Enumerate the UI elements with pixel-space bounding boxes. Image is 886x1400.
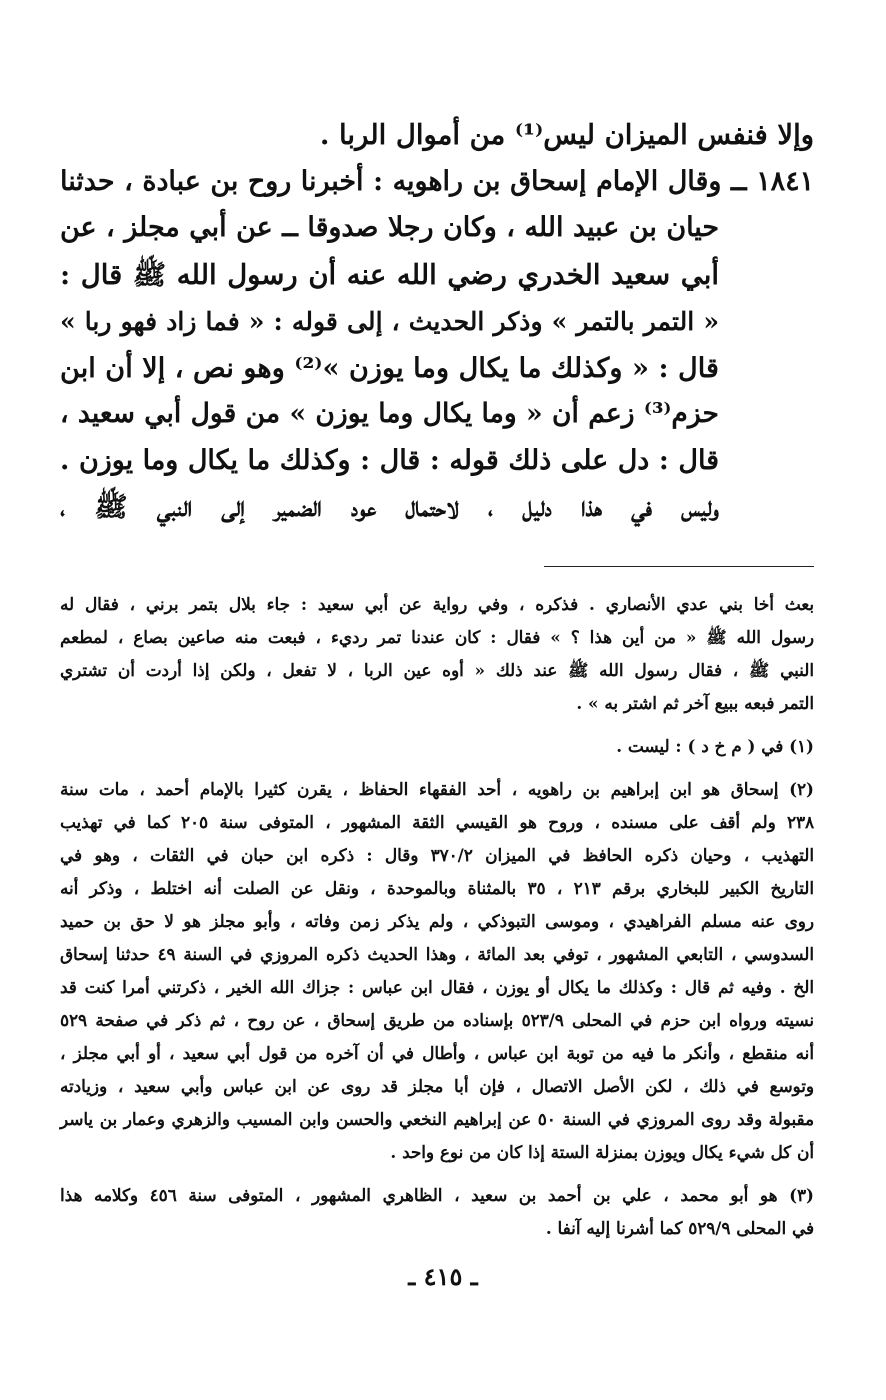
footnote-line: (٢) إسحاق هو ابن إبراهيم بن راهويه ، أحد الفقهاء الحفاظ ، يقرن كثيرا بالإمام أحمد ، مات سنة: [60, 779, 814, 799]
footnote-line: وتوسع في ذلك ، لكن الأصل الاتصال ، فإن أبا مجلز قد روى عن ابن عباس وأبي سعيد ، وزيادته: [60, 1076, 814, 1096]
footnote-3: [60, 1179, 814, 1245]
footnotes: [60, 588, 814, 1255]
footnote-line: في المحلى ٥٢٩/٩ كما أشرنا إليه آنفا .: [545, 1218, 814, 1238]
footnote-line: ٢٣٨ ولم أقف على مسنده ، وروح هو القيسي الثقة المشهور ، المتوفى سنة ٢٠٥ كما في تهذيب: [60, 812, 814, 832]
text-line: حيان بن عبيد الله ، وكان رجلا صدوقا ــ عن أبي مجلز ، عن: [60, 212, 719, 243]
footnote-line: رسول الله ﷺ « من أين هذا ؟ » فقال : كان عندنا تمر رديء ، فبعت منه صاعين بصاع ، لمطعم: [60, 627, 814, 647]
footnote-line: التاريخ الكبير للبخاري برقم ٢١٣ ، ٣٥ بالمثناة وبالموحدة ، ونقل عن الصلت أنه اختلط ، وذكر أنه: [60, 878, 814, 898]
footnote-line: أنه منقطع ، وأنكر ما فيه من توبة ابن عباس ، وأطال في أن آخره من قول أبي سعيد ، أو أبي مجلز ،: [60, 1043, 814, 1063]
footnote-line: الخ . وفيه ثم قال : وكذلك ما يكال أو يوزن ، فقال ابن عباس : جزاك الله الخير ، ذكرتني أمرا كنت قد: [60, 977, 814, 997]
footnote-line: التمر فبعه ببيع آخر ثم اشتر به » .: [576, 693, 814, 713]
footnote-line: النبي ﷺ ، فقال رسول الله ﷺ عند ذلك « أوه عين الربا ، لا تفعل ، ولكن إذا أردت أن تشتري: [60, 660, 814, 680]
text-line: قال : دل على ذلك قوله : قال : وكذلك ما يكال وما يوزن .: [60, 444, 719, 476]
footnote-line: (١) في ( م خ د ) : ليست .: [616, 736, 814, 756]
text-line: أبي سعيد الخدري رضي الله عنه أن رسول الله ﷺ قال :: [60, 258, 719, 291]
text-line: قال : « وكذلك ما يكال وما يوزن »⁽²⁾ وهو نص ، إلا أن ابن: [60, 351, 720, 384]
footnote-1: [60, 730, 814, 763]
text-line: وليس في هذا دليل ، لاحتمال عود الضمير إلى النبي ﷺ ،: [60, 491, 719, 523]
main-text: [60, 112, 814, 531]
page-number: ـ ٤١٥ ـ: [408, 1262, 478, 1291]
footnote-line: التهذيب ، وحيان ذكره الحافظ في الميزان ٣٧٠/٢ وقال : ذكره ابن حبان في الثقات ، وهو في: [60, 845, 814, 865]
footnote-line: (٣) هو أبو محمد ، علي بن أحمد بن سعيد ، الظاهري المشهور ، المتوفى سنة ٤٥٦ وكلامه هذا: [60, 1185, 814, 1205]
hadith-1841-line: ١٨٤١ ــ وقال الإمام إسحاق بن راهويه : أخبرنا روح بن عبادة ، حدثنا: [60, 165, 814, 197]
footnote-line: السدوسي ، التابعي المشهور ، توفي بعد المائة ، وهذا الحديث ذكره المروزي في السنة ٤٩ حدثنا إسحاق: [60, 944, 814, 964]
footnote-line: أن كل شيء يكال ويوزن بمنزلة الستة إذا كان من نوع واحد .: [390, 1142, 814, 1162]
text-line: حزم⁽³⁾ زعم أن « وما يكال وما يوزن » من قول أبي سعيد ،: [60, 398, 719, 429]
footnote-continuation: [60, 588, 814, 720]
footnote-2: [60, 773, 814, 1169]
footnote-separator: [544, 566, 814, 567]
footnote-line: مقبولة وقد روى المروزي في السنة ٥٠ عن إبراهيم النخعي والحسن وابن المسيب والزهري وعمار بن ياسر: [60, 1109, 814, 1129]
footnote-line: بعث أخا بني عدي الأنصاري . فذكره ، وفي رواية عن أبي سعيد : جاء بلال بتمر برني ، فقال له: [60, 594, 814, 614]
text-line: « التمر بالتمر » وذكر الحديث ، إلى قوله : « فما زاد فهو ربا »: [60, 306, 719, 336]
footnote-line: نسيته ورواه ابن حزم في المحلى ٥٢٣/٩ بإسناده من طريق إسحاق ، عن روح ، ثم ذكر في صفحة ٥٢٩: [60, 1010, 814, 1030]
text-line: وإلا فنفس الميزان ليس⁽¹⁾ من أموال الربا .: [319, 119, 814, 151]
footnote-line: روى عنه مسلم الفراهيدي ، وموسى التبوذكي ، ولم يذكر زمن وفاته ، وأبو مجلز هو لا حق بن حميد: [60, 911, 814, 931]
